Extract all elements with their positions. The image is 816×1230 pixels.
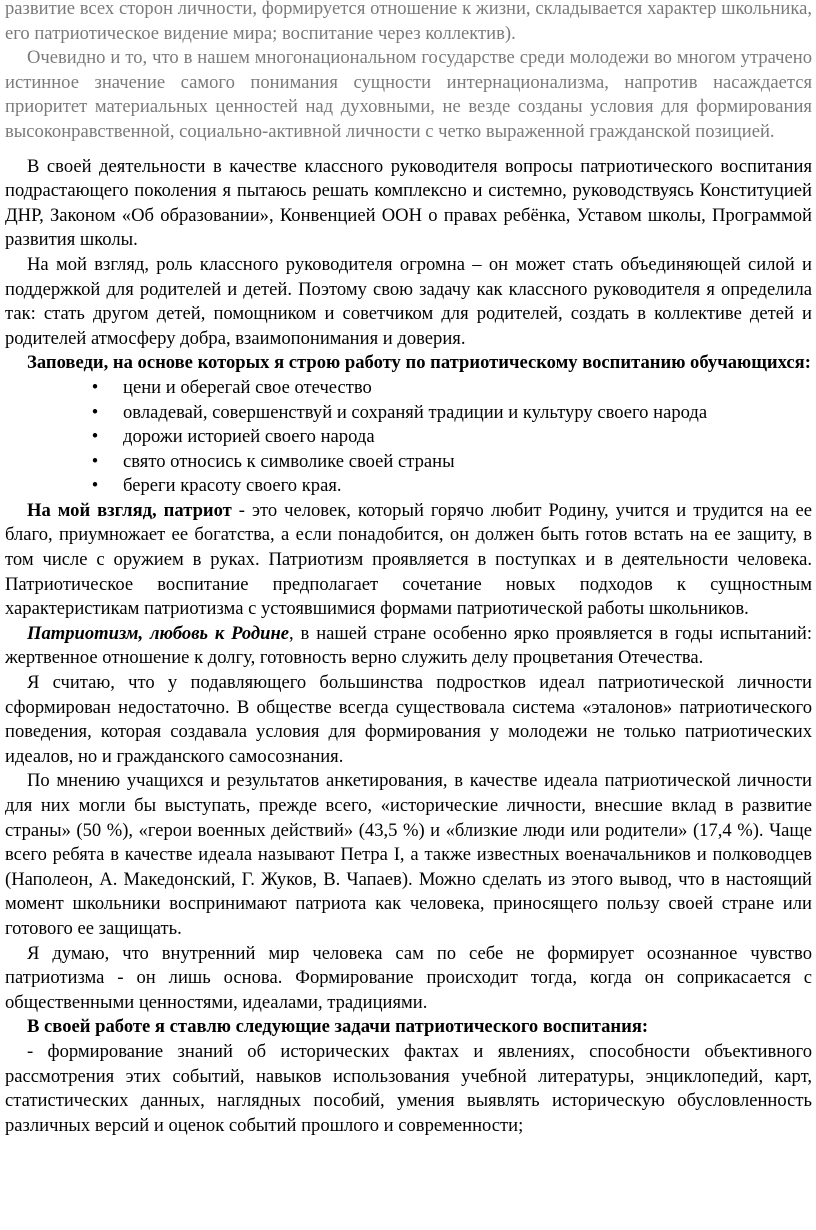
- paragraph-patriotism-love: [5, 622, 812, 671]
- commandment-text: свято относись к символике своей страны: [123, 450, 455, 472]
- commandment-text: береги красоту своего края.: [123, 475, 342, 497]
- paragraph-class-teacher-activity: В своей деятельности в качестве классного руководителя вопросы патриотического воспитания подрастающего поколения я пытаюсь решать комплексно и системно, руководствуясь Конституцией ДНР, Законом «Об образовании», Конвенцией ООН о правах ребёнка, Уставом школы, Программой развития школы.: [5, 155, 812, 251]
- patriot-definition-text: - это человек, который горячо любит Родину, учится и трудится на ее благо, приумножает ее богатства, а если понадобится, он должен быть готов встать на ее защиту, в том числе с оружием в руках. Патриотизм проявляется в поступках и в деятельности человека. Патриотическое воспитание предполагает сочетание новых подходов к сущностным характеристикам патриотизма с устоявшимися формами патриотической работы школьников.: [5, 499, 812, 620]
- paragraph-teen-ideal: Я считаю, что у подавляющего большинства подростков идеал патриотической личности сформирован недостаточно. В обществе всегда существовала система «эталонов» патриотического поведения, которая создавала условия для формирования у молодежи не только патриотических идеалов, но и гражданского самосознания.: [5, 672, 812, 767]
- task-item: - формирование знаний об исторических фактах и явлениях, способности объективного рассмотрения этих событий, навыков использования учебной литературы, энциклопедий, карт, статистических данных, наглядных пособий, умения выявлять историческую обусловленность различных версий и оценок событий прошлого и современности;: [5, 1040, 812, 1136]
- paragraph-personality-development: развитие всех сторон личности, формируется отношение к жизни, складывается характер школьника, его патриотическое видение мира; воспитание через коллектив).: [5, 0, 812, 44]
- paragraph-survey-results: По мнению учащихся и результатов анкетирования, в качестве идеала патриотической личности для них могли бы выступать, прежде всего, «исторические личности, внесшие вклад в развитие страны» (50 %), «герои военных действий» (43,5 %) и «близкие люди или родители» (17,4 %). Чаще всего ребята в качестве идеала называют Петра I, а также известных военачальников и полководцев (Наполеон, А. Македонский, Г. Жуков, В. Чапаев). Можно сделать из этого вывод, что в настоящий момент школьники воспринимают патриота как человека, приносящего пользу своей стране или готового ее защищать.: [5, 770, 812, 939]
- faded-text-block: [5, 0, 812, 145]
- patriot-lead: На мой взгляд, патриот: [27, 499, 232, 521]
- commandment-item: [85, 450, 812, 475]
- commandment-item: [85, 376, 812, 401]
- commandment-text: овладевай, совершенствуй и сохраняй традиции и культуру своего народа: [123, 401, 708, 423]
- commandments-heading: Заповеди, на основе которых я строю работу по патриотическому воспитанию обучающихся:: [27, 352, 811, 374]
- bullet-icon: •: [91, 376, 99, 398]
- commandment-item: [85, 474, 812, 499]
- bullet-icon: •: [91, 426, 99, 448]
- paragraph-inner-world: Я думаю, что внутренний мир человека сам по себе не формирует осознанное чувство патриотизма - он лишь основа. Формирование происходит тогда, когда он соприкасается с общественными ценностями, идеалами, традициями.: [5, 942, 812, 1013]
- commandment-item: [85, 425, 812, 450]
- bullet-icon: •: [91, 401, 99, 423]
- patriotism-love-text: , в нашей стране особенно ярко проявляется в годы испытаний: жертвенное отношение к долгу, готовность верно служить делу процветания Отечества.: [5, 622, 812, 669]
- tasks-heading: В своей работе я ставлю следующие задачи патриотического воспитания:: [27, 1016, 649, 1038]
- bullet-icon: •: [91, 450, 99, 472]
- commandment-text: цени и оберегай свое отечество: [123, 376, 372, 398]
- commandment-text: дорожи историей своего народа: [123, 426, 375, 448]
- paragraph-teacher-role: На мой взгляд, роль классного руководителя огромна – он может стать объединяющей силой и поддержкой для родителей и детей. Поэтому свою задачу как классного руководителя я определила так: стать другом детей, помощником и советчиком для родителей, создать в коллективе детей и родителей атмосферу добра, взаимопонимания и доверия.: [5, 253, 812, 349]
- commandments-list: [5, 376, 812, 499]
- patriotism-lead: Патриотизм, любовь к Родине: [27, 622, 290, 644]
- paragraph-internationalism: Очевидно и то, что в нашем многонациональном государстве среди молодежи во многом утрачено истинное значение самого понимания сущности интернационализма, напротив насаждается приоритет материальных ценностей над духовными, не везде созданы условия для формирования высоконравственной, социально-активной личности с четко выраженной гражданской позицией.: [5, 47, 812, 142]
- paragraph-patriot-definition: [5, 499, 812, 622]
- commandment-item: [85, 401, 812, 426]
- bullet-icon: •: [91, 475, 99, 497]
